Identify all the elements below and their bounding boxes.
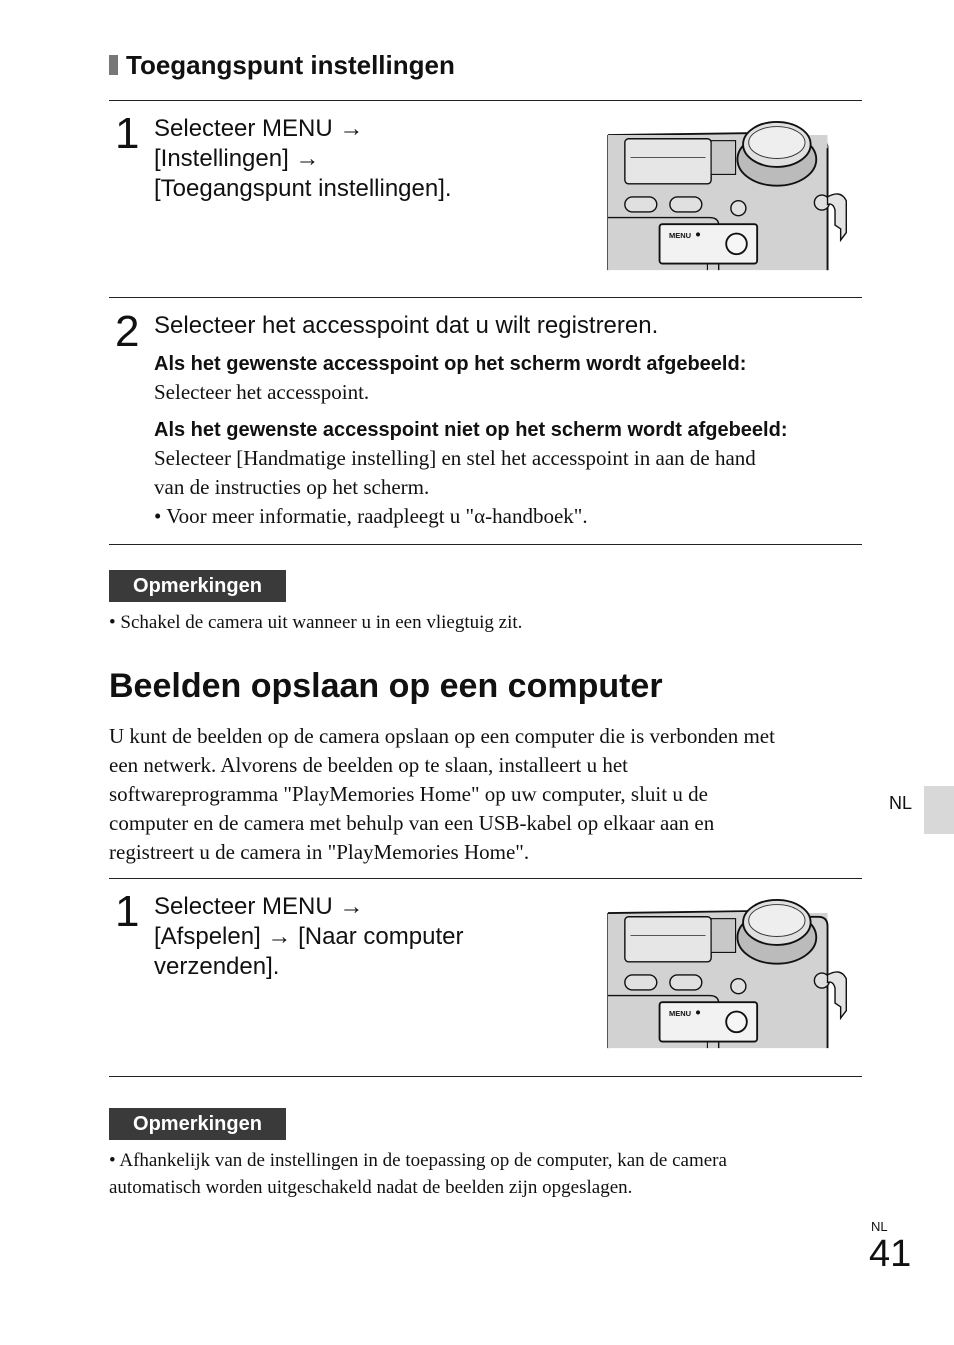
step-line: [Instellingen] → xyxy=(154,145,320,172)
intro-paragraph: U kunt de beelden op de camera opslaan op een computer die is verbonden met een netwerk. Alvorens de beelden op te slaan, installeert u het softwareprogramma "PlayMemories Home" op uw computer, sluit u de computer en de camera met behulp van een USB-kabel op elkaar aan en registreert u de camera in "PlayMemories Home". xyxy=(109,724,775,864)
notes-label: Opmerkingen xyxy=(109,1108,286,1140)
section-marker xyxy=(109,55,118,75)
divider xyxy=(109,100,862,101)
divider xyxy=(109,544,862,545)
step-line: Selecteer MENU → xyxy=(154,115,364,142)
note-item: • Afhankelijk van de instellingen in de toepassing op de computer, kan de camera automatisch worden uitgeschakeld nadat de beelden zijn opgeslagen. xyxy=(109,1150,727,1198)
step-instruction xyxy=(154,114,452,204)
page-number: 41 xyxy=(869,1233,912,1275)
step-line: verzenden]. xyxy=(154,953,280,980)
case-heading: Als het gewenste accesspoint op het scherm wordt afgebeeld: xyxy=(154,353,747,375)
step-line: [Afspelen] → [Naar computer xyxy=(154,923,464,950)
step-number: 2 xyxy=(115,307,140,356)
case-text: Selecteer het accesspoint. xyxy=(154,380,370,404)
step-number: 1 xyxy=(115,887,140,936)
case-heading: Als het gewenste accesspoint niet op het scherm wordt afgebeeld: xyxy=(154,419,788,441)
step-number: 1 xyxy=(115,109,140,158)
section-title: Toegangspunt instellingen xyxy=(109,50,455,81)
divider xyxy=(109,297,862,298)
bullet-item: • Voor meer informatie, raadpleegt u "α-handboek". xyxy=(154,504,588,528)
note-item: • Schakel de camera uit wanneer u in een vliegtuig zit. xyxy=(109,612,523,633)
case-text: Selecteer [Handmatige instelling] en stel het accesspoint in aan de hand van de instructies op het scherm. • Voor meer informatie, raadpleegt u "α-handboek". xyxy=(154,444,756,531)
menu-label: MENU xyxy=(668,1009,692,1019)
divider xyxy=(109,878,862,879)
notes-label: Opmerkingen xyxy=(109,570,286,602)
step-line: [Toegangspunt instellingen]. xyxy=(154,175,452,202)
step-instruction: Selecteer het accesspoint dat u wilt registreren. xyxy=(154,312,659,339)
step-instruction xyxy=(154,892,463,982)
step-line: Selecteer MENU → xyxy=(154,893,364,920)
language-tab-label: NL xyxy=(889,793,913,813)
section-heading: Beelden opslaan op een computer xyxy=(109,667,663,705)
camera-menu-button-illustration xyxy=(598,120,860,272)
camera-menu-button-illustration xyxy=(598,898,860,1050)
menu-label: MENU xyxy=(668,231,692,241)
page-language: NL xyxy=(871,1219,888,1234)
language-tab xyxy=(924,786,954,834)
divider xyxy=(109,1076,862,1077)
